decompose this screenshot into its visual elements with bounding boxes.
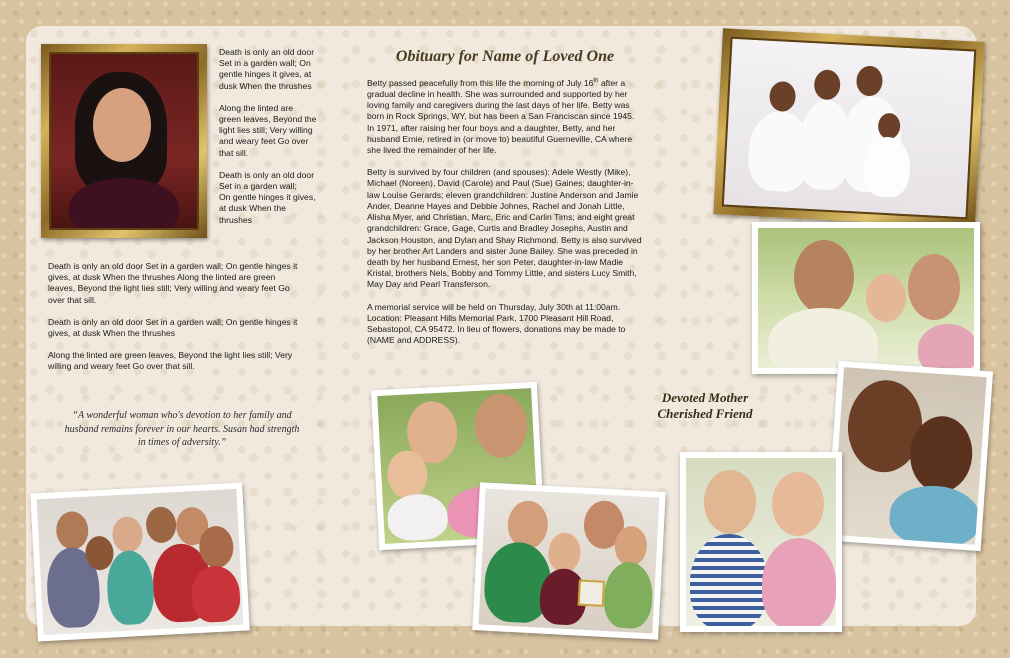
family-gift-photo-person <box>547 532 581 574</box>
obituary-body <box>367 76 643 346</box>
memorial-quote: “A wonderful woman who's devotion to her family and husband remains forever in our hearts. Susan had strength in times of adversity.” <box>64 410 300 448</box>
family-gift-photo-person <box>614 525 648 567</box>
extended-family-photo-shirt <box>190 565 241 623</box>
family-photo-frame <box>713 28 984 227</box>
mother-children-photo-person <box>473 392 528 459</box>
obituary-paragraph-1-end: after a gradual decline in health. She was surrounded and supported by her loving family and caregivers during the last days of her life. Betty was born in Rock Springs, WY, but has been a San Franciscan since 1945. In 1971, after raising her four boys and a daughter, Betty, and her husband Ernie, retired in (or move to) beautiful Guerneville, CA where she lived the remainder of her life. <box>367 77 635 156</box>
family-photo-person <box>856 65 884 96</box>
two-women-photo-shirt <box>690 534 768 626</box>
couple-child-photo-person <box>794 240 854 314</box>
father-son-photo <box>826 361 993 551</box>
poem-side-stanza-1: Death is only an old door Set in a garden wall; On gentle hinges it gives, at dusk When the thrushes <box>219 47 315 91</box>
portrait-shoulders <box>69 178 179 230</box>
portrait-frame <box>41 44 207 238</box>
obituary-paragraph-1 <box>367 76 643 156</box>
obituary-paragraph-1-start: Betty passed peacefully from this life the morning of July 16 <box>367 77 594 88</box>
portrait-photo <box>49 52 199 230</box>
two-women-photo-shirt <box>762 538 836 626</box>
poem-full-stanza-2: Death is only an old door Set in a garden wall; On gentle hinges it gives, at dusk When the thrushes <box>48 316 298 339</box>
family-photo-person <box>813 69 841 100</box>
family-photo <box>722 37 977 220</box>
obituary-paragraph-3: A memorial service will be held on Thursday, July 30th at 11:00am. Location: Pleasant Hills Memorial Park, 1700 Pleasant Hill Road, Sebastopol, CA 95472. In lieu of flowers, donations may be made to (NAME and ADDRESS). <box>367 301 626 346</box>
family-gift-photo-shirt <box>603 561 654 629</box>
extended-family-photo-person <box>112 516 144 554</box>
extended-family-photo <box>30 483 249 642</box>
extended-family-photo-person <box>145 506 177 544</box>
obituary-paragraph-2: Betty is survived by four children (and spouses): Adele Westly (Mike), Michael (Noreen), David (Carole) and Paul (Sue) Gaines; daughter-in-law Louise Gerards; eleven grandchildren: Justine Anderson and Jamie Ander, Deanne Hayes and Debbie Johnes, Rachel and Jonah Little, Alisha Myer, and Christian, Marc, Eric and Carlin Tims; and eight great grandchildren: Grace, Gage, Curtis and Bradley Josephs, Austin and Jackson Houston, and Dylan and Shay Richmond. Betty is also survived by her brother Art Landers and sister June Bailey. She was preceded in death by her husband Ernest, her son Peter, daughter-in-law Madie Kristal, brothers Nels, Bobby and Tommy Little, and sisters Lucy Smith, May Day and Pearl Transferson. <box>367 167 642 290</box>
poem-side-stanza-2: Along the linted are green leaves, Beyond the light lies still; Very willing and weary feet Go over that sill. <box>219 102 317 158</box>
couple-child-photo-person <box>908 254 960 320</box>
couple-child-photo-person <box>866 274 906 322</box>
poem-full-stanza-3: Along the linted are green leaves, Beyond the light lies still; Very willing and weary feet Go over that sill. <box>48 350 293 372</box>
poem-full-stanza-1: Death is only an old door Set in a garden wall; On gentle hinges it gives, at dusk When the thrushes Along the linted are green leaves, Beyond the light lies still; Very willing and weary feet Go over that sill. <box>48 261 298 305</box>
poem-side-column <box>219 47 329 226</box>
extended-family-photo-shirt <box>105 549 155 625</box>
two-women-photo <box>680 452 842 632</box>
tagline-line-2: Cherished Friend <box>657 406 753 421</box>
mother-children-photo-shirt <box>386 493 448 542</box>
gift-box <box>578 580 605 607</box>
father-son-photo-shirt <box>888 483 982 545</box>
couple-child-photo-shirt <box>768 308 878 368</box>
couple-child-photo <box>752 222 980 374</box>
tagline-line-1: Devoted Mother <box>661 390 749 405</box>
poem-side-stanza-3: Death is only an old door Set in a garden wall; On gentle hinges it gives, at dusk When the thrushes <box>219 169 316 225</box>
obituary-ordinal-suffix: th <box>593 78 599 84</box>
poem-full-column <box>48 261 323 373</box>
extended-family-photo-person <box>55 511 89 551</box>
two-women-photo-person <box>772 472 824 536</box>
portrait-face <box>93 88 151 162</box>
family-photo-person <box>769 81 797 112</box>
family-gift-photo <box>472 482 665 640</box>
two-women-photo-person <box>704 470 756 534</box>
tagline <box>640 390 770 422</box>
couple-child-photo-shirt <box>918 324 974 368</box>
obituary-title: Obituary for Name of Loved One <box>395 48 615 65</box>
